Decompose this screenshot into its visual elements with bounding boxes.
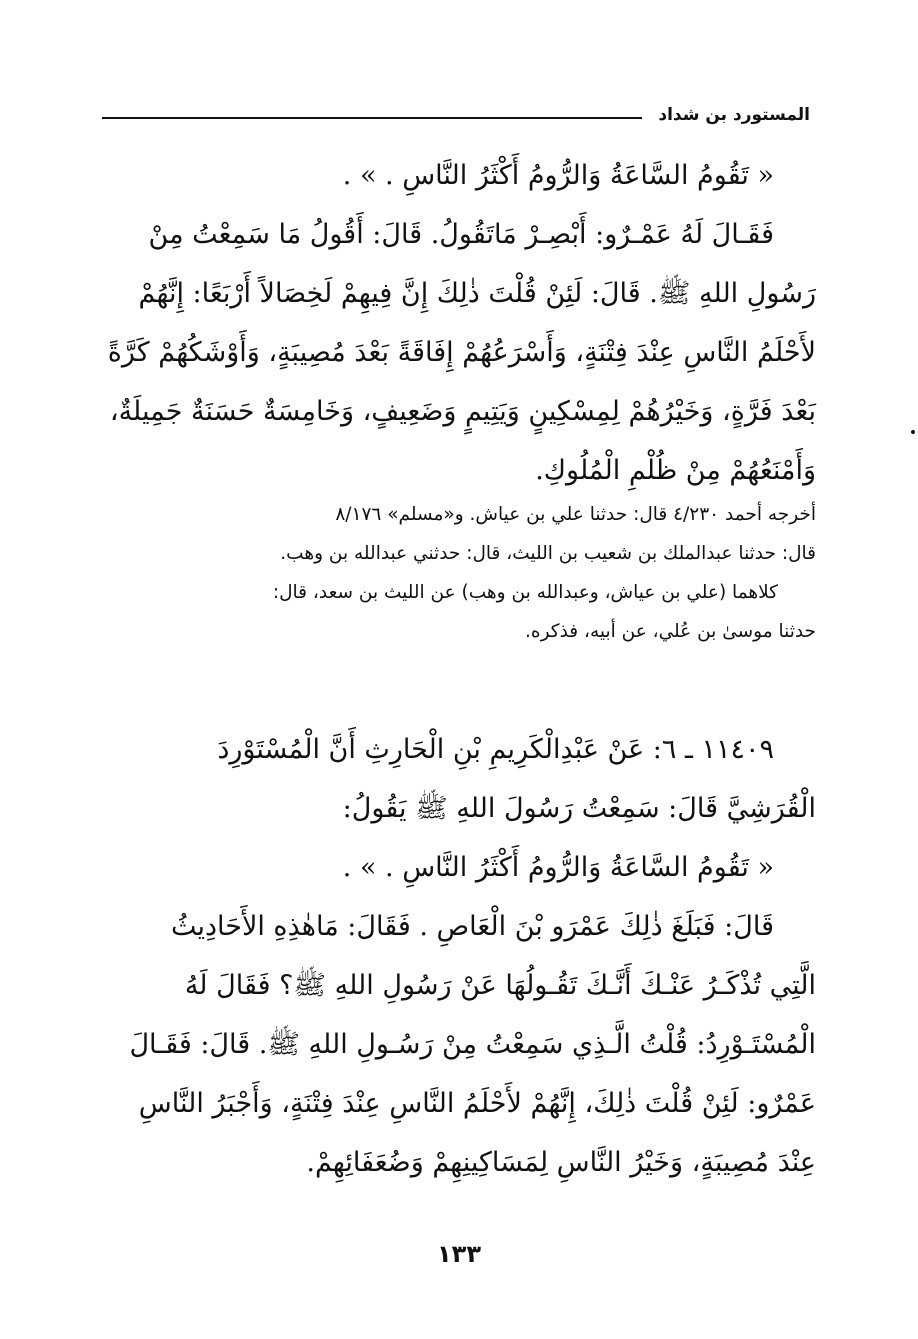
hadith-2-line-5: الَّتِي تُذْكَـرُ عَنْـكَ أَنَّـكَ تَقُـولُهَا عَنْ رَسُولِ اللهِ ﷺ؟ فَقَالَ لَهُ (184, 970, 816, 1001)
margin-dot (911, 430, 915, 434)
hadith-2-line-8: عِنْدَ مُصِيبَةٍ، وَخَيْرُ النَّاسِ لِمَسَاكِينِهِمْ وَضُعَفَائِهِمْ. (306, 1147, 816, 1178)
hadith-2-line-2: الْقُرَشِيَّ قَالَ: سَمِعْتُ رَسُولَ اللهِ ﷺ يَقُولُ: (342, 793, 816, 824)
hadith-2-line-6: الْمُسْتَـوْرِدُ: قُلْتُ الَّـذِي سَمِعْتُ مِنْ رَسُـولِ اللهِ ﷺ. قَالَ: فَقَـالَ (129, 1029, 816, 1060)
takhrij-line-4: حدثنا موسىٰ بن عُلي، عن أبيه، فذكره. (525, 621, 816, 642)
hadith-1-line-5: بَعْدَ فَرَّةٍ، وَخَيْرُهُمْ لِمِسْكِينٍ وَيَتِيمٍ وَضَعِيفٍ، وَخَامِسَةٌ حَسَنَةٌ جَمِيلَةٌ، (109, 396, 816, 427)
takhrij-line-3: كلاهما (علي بن عياش، وعبدالله بن وهب) عن الليث بن سعد، قال: (272, 582, 778, 603)
hadith-2-line-7: عَمْرٌو: لَئِنْ قُلْتَ ذٰلِكَ، إِنَّهُمْ لأَحْلَمُ النَّاسِ عِنْدَ فِتْنَةٍ، وَأَجْبَرُ النَّاسِ (138, 1088, 816, 1119)
hadith-1-line-3: رَسُولِ اللهِ ﷺ. قَالَ: لَئِنْ قُلْتَ ذٰلِكَ إِنَّ فِيهِمْ لَخِصَالاً أَرْبَعًا: إِنَّهُمْ (138, 278, 816, 309)
header-rule (102, 117, 642, 119)
takhrij-line-1: أخرجه أحمد ٤/٢٣٠ قال: حدثنا علي بن عياش. و«مسلم» ٨/١٧٦ (335, 504, 816, 525)
hadith-2-line-1: ١١٤٠٩ ـ ٦: عَنْ عَبْدِالْكَرِيمِ بْنِ الْحَارِثِ أَنَّ الْمُسْتَوْرِدَ (217, 734, 774, 765)
hadith-passage-1 (102, 146, 816, 500)
hadith-1-line-4: لأَحْلَمُ النَّاسِ عِنْدَ فِتْنَةٍ، وَأَسْرَعُهُمْ إِفَاقَةً بَعْدَ مُصِيبَةٍ، وَأَوْشَكُهُمْ كَرَّةً (107, 337, 816, 368)
hadith-2-line-4: قَالَ: فَبَلَغَ ذٰلِكَ عَمْرَو بْنَ الْعَاصِ . فَقَالَ: مَاهٰذِهِ الأَحَادِيثُ (170, 911, 774, 942)
running-header (102, 100, 810, 130)
takhrij-note (102, 495, 816, 651)
takhrij-line-2: قال: حدثنا عبدالملك بن شعيب بن الليث، قال: حدثني عبدالله بن وهب. (280, 543, 816, 564)
hadith-1-line-1: « تَقُومُ السَّاعَةُ وَالرُّومُ أَكْثَرُ النَّاسِ . » . (342, 160, 774, 191)
header-title: المستورد بن شداد (658, 105, 810, 125)
hadith-passage-2 (102, 720, 816, 1192)
hadith-2-line-3: « تَقُومُ السَّاعَةُ وَالرُّومُ أَكْثَرُ النَّاسِ . » . (342, 852, 774, 883)
hadith-1-line-2: فَقَـالَ لَهُ عَمْـرٌو: أَبْصِـرْ مَاتَقُولُ. قَالَ: أَقُولُ مَا سَمِعْتُ مِنْ (148, 219, 774, 250)
hadith-1-line-6: وَأَمْنَعُهُمْ مِنْ ظُلْمِ الْمُلُوكِ. (535, 455, 816, 486)
page-number: ١٣٣ (437, 1240, 481, 1268)
